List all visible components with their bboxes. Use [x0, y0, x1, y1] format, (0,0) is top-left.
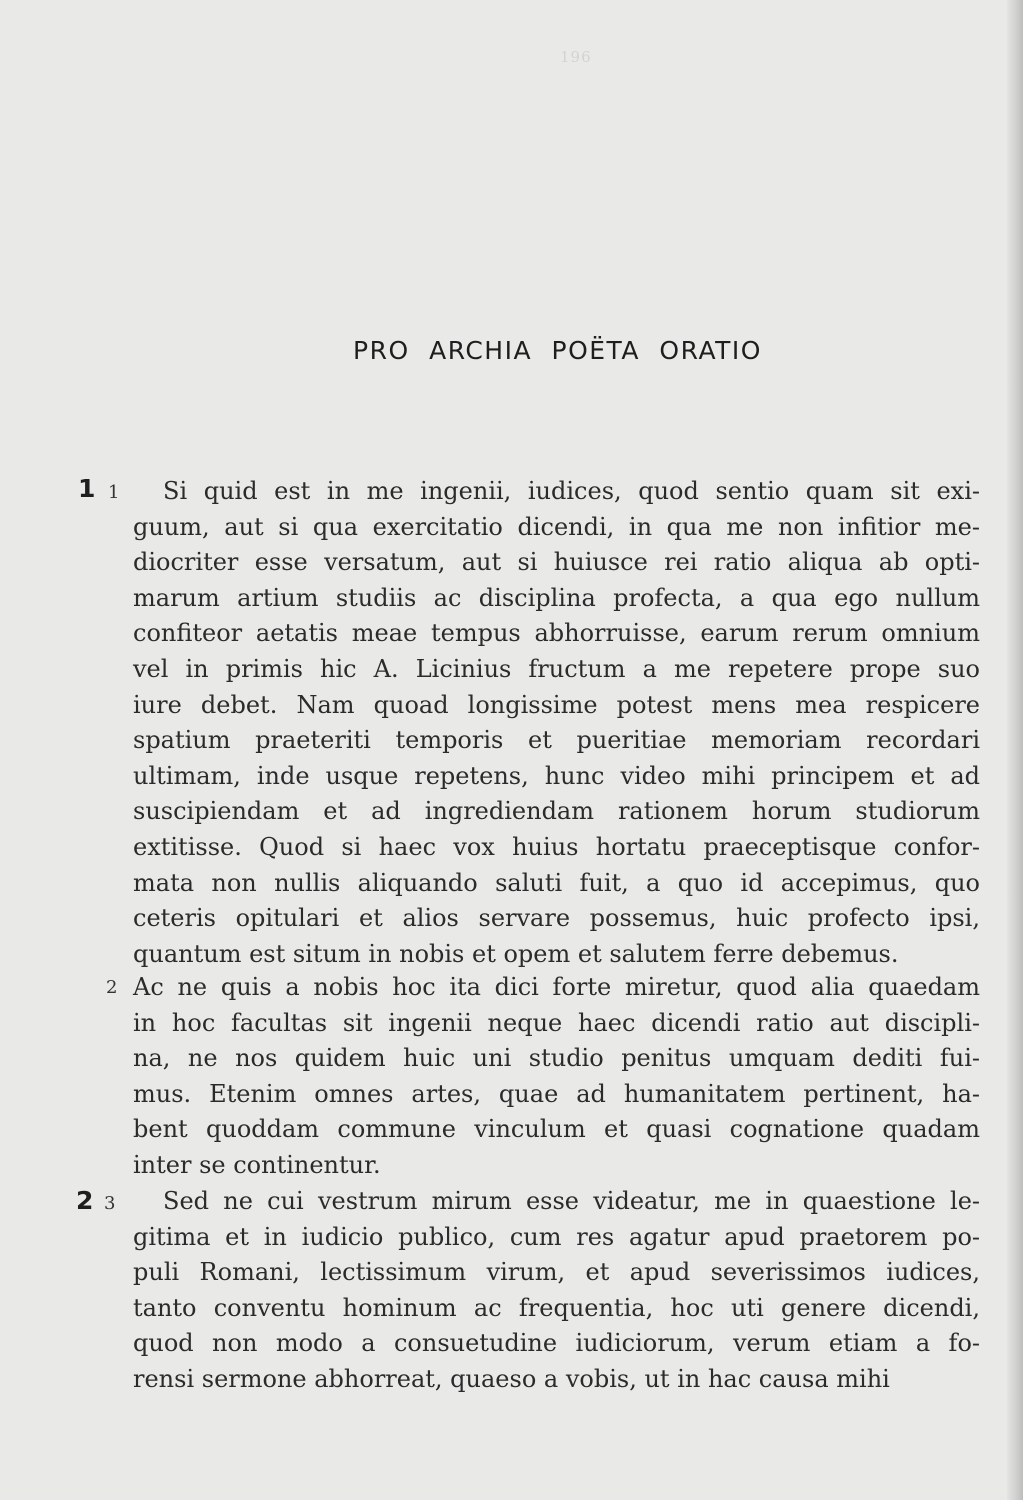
text-line: puli Romani, lectissimum virum, et apud severissimos iudices,	[133, 1258, 980, 1287]
chapter-number: 1	[78, 474, 96, 503]
text-line: rensi sermone abhorreat, quaeso a vobis, ut in hac causa mihi	[133, 1364, 890, 1393]
text-line: iure debet. Nam quoad longissime potest mens mea respicere	[133, 690, 980, 719]
text-line: suscipiendam et ad ingrediendam rationem horum studiorum	[133, 797, 980, 826]
text-line: extitisse. Quod si haec vox huius hortatu praeceptisque confor-	[133, 832, 980, 861]
text-line: marum artium studiis ac disciplina profecta, a qua ego nullum	[133, 583, 980, 612]
text-line: inter se continentur.	[133, 1150, 381, 1179]
paragraph-2-text	[133, 970, 980, 1184]
paragraph-1-text	[133, 474, 980, 972]
text-line: mata non nullis aliquando saluti fuit, a quo id accepimus, quo	[133, 868, 980, 897]
running-head: 196	[560, 48, 592, 66]
page-title: PRO ARCHIA POËTA ORATIO	[353, 336, 762, 365]
page-edge-shadow	[1007, 0, 1023, 1500]
text-line: na, ne nos quidem huic uni studio penitus umquam dediti fui-	[133, 1044, 980, 1073]
text-line: mus. Etenim omnes artes, quae ad humanitatem pertinent, ha-	[133, 1079, 980, 1108]
paragraph-3-text	[133, 1184, 980, 1398]
text-line: Si quid est in me ingenii, iudices, quod sentio quam sit exi-	[163, 477, 980, 505]
text-line: diocriter esse versatum, aut si huiusce rei ratio aliqua ab opti-	[133, 548, 980, 577]
text-line: bent quoddam commune vinculum et quasi cognatione quadam	[133, 1115, 980, 1144]
text-line: quantum est situm in nobis et opem et salutem ferre debemus.	[133, 939, 899, 968]
text-line: Ac ne quis a nobis hoc ita dici forte miretur, quod alia quaedam	[133, 973, 980, 1001]
text-line: guum, aut si qua exercitatio dicendi, in qua me non infitior me-	[133, 512, 980, 541]
text-line: tanto conventu hominum ac frequentia, hoc uti genere dicendi,	[133, 1293, 980, 1322]
text-line: gitima et in iudicio publico, cum res agatur apud praetorem po-	[133, 1222, 980, 1251]
text-line: confiteor aetatis meae tempus abhorruisse, earum rerum omnium	[133, 619, 980, 648]
text-line: vel in primis hic A. Licinius fructum a me repetere prope suo	[133, 654, 980, 683]
text-line: ultimam, inde usque repetens, hunc video mihi principem et ad	[133, 761, 980, 790]
paragraph-number: 2	[106, 977, 118, 998]
paragraph-number: 3	[104, 1193, 116, 1214]
paragraph-number: 1	[108, 482, 120, 503]
text-line: in hoc facultas sit ingenii neque haec dicendi ratio aut discipli-	[133, 1008, 980, 1037]
text-line: Sed ne cui vestrum mirum esse videatur, me in quaestione le-	[163, 1187, 980, 1215]
text-line: ceteris opitulari et alios servare possemus, huic profecto ipsi,	[133, 904, 980, 933]
text-line: spatium praeteriti temporis et pueritiae memoriam recordari	[133, 726, 980, 755]
chapter-number: 2	[76, 1186, 94, 1215]
text-line: quod non modo a consuetudine iudiciorum, verum etiam a fo-	[133, 1329, 980, 1358]
